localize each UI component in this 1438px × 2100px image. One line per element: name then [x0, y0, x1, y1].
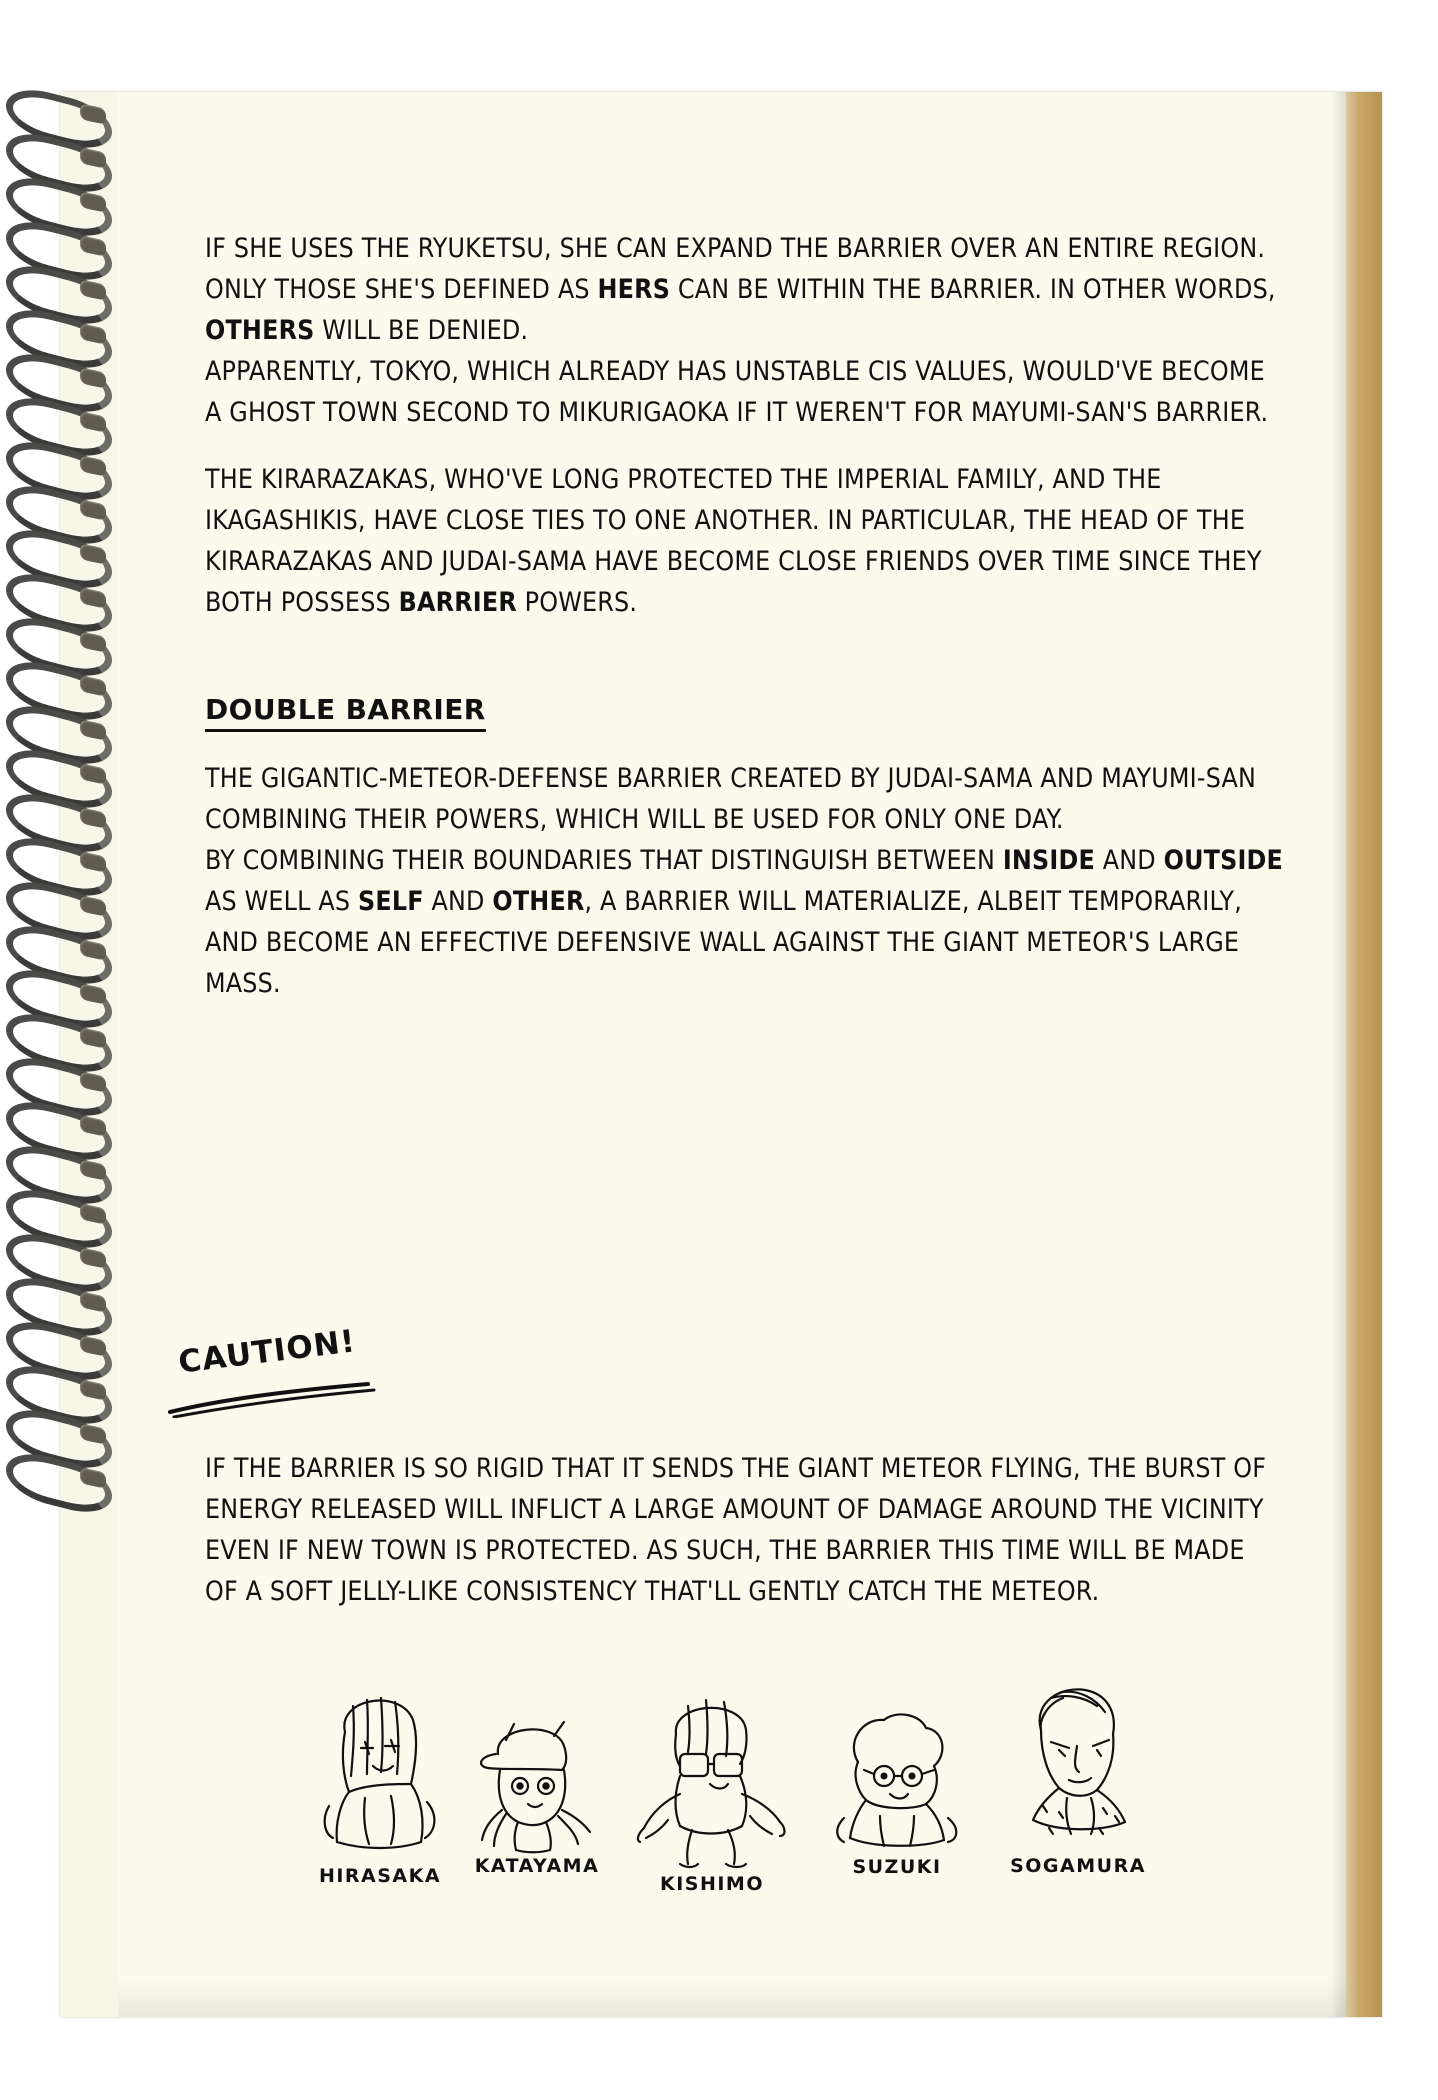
- emphasis-text: OTHERS: [205, 315, 315, 346]
- spiral-coil: [6, 183, 122, 223]
- spiral-coil: [6, 1459, 122, 1499]
- spiral-coil: [6, 535, 122, 575]
- doodle-suzuki: [812, 1706, 982, 1878]
- spiral-coil: [6, 755, 122, 795]
- page-edge-shadow: [1330, 92, 1346, 2017]
- paragraph-4: [205, 758, 1285, 840]
- kishimo-sketch-icon: [632, 1688, 792, 1873]
- spiral-coil: [6, 1019, 122, 1059]
- notebook-back-cover: [1346, 92, 1382, 2017]
- spiral-coil: [6, 1063, 122, 1103]
- spiral-coil: [6, 95, 122, 135]
- emphasis-text: HERS: [597, 274, 671, 305]
- paragraph-5: [205, 840, 1285, 1004]
- katayama-sketch-icon: [462, 1710, 612, 1855]
- caution-text-block: [205, 1448, 1285, 1612]
- spiral-binding: [0, 95, 135, 1515]
- spiral-coil: [6, 227, 122, 267]
- spiral-coil: [6, 271, 122, 311]
- spiral-coil: [6, 711, 122, 751]
- sogamura-sketch-icon: [1003, 1680, 1153, 1855]
- body-text: THE GIGANTIC-METEOR-DEFENSE BARRIER CREATED BY JUDAI-SAMA AND MAYUMI-SAN COMBINING THEIR POWERS, WHICH WILL BE USED FOR ONLY ONE DAY.: [205, 763, 1257, 835]
- paragraph-6: [205, 1448, 1285, 1612]
- body-text: WILL BE DENIED.: [314, 315, 529, 346]
- spiral-coil: [6, 667, 122, 707]
- spiral-coil: [6, 491, 122, 531]
- spiral-coil: [6, 1415, 122, 1455]
- doodle-sogamura: [988, 1680, 1168, 1877]
- section-heading-wrap: [205, 693, 1285, 732]
- body-text: POWERS.: [516, 587, 638, 618]
- caution-label: CAUTION!: [176, 1323, 358, 1381]
- character-doodles: [300, 1680, 1300, 1940]
- emphasis-text: SELF: [357, 886, 424, 917]
- spiral-coil: [6, 359, 122, 399]
- body-text: AS WELL AS: [205, 886, 358, 917]
- body-text: APPARENTLY, TOKYO, WHICH ALREADY HAS UNSTABLE CIS VALUES, WOULD'VE BECOME A GHOST TOWN SECOND TO MIKURIGAOKA IF IT WEREN'T FOR MAYUMI-SAN'S BARRIER.: [205, 356, 1269, 428]
- emphasis-text: BARRIER: [398, 587, 517, 618]
- spiral-coil: [6, 579, 122, 619]
- spiral-coil: [6, 1195, 122, 1235]
- paragraph-2: [205, 351, 1285, 433]
- paragraph-3: [205, 459, 1285, 623]
- doodle-hirasaka: [300, 1680, 460, 1887]
- doodle-name: SOGAMURA: [1010, 1855, 1146, 1877]
- body-text: IF THE BARRIER IS SO RIGID THAT IT SENDS THE GIANT METEOR FLYING, THE BURST OF ENERGY RELEASED WILL INFLICT A LARGE AMOUNT OF DAMAGE AROUND THE VICINITY EVEN IF NEW TOWN IS PROTECTED. AS SUCH, THE BARRIER THIS TIME WILL BE MADE OF A SOFT JELLY-LIKE CONSISTENCY THAT'LL GENTLY CATCH THE METEOR.: [205, 1453, 1267, 1607]
- body-text: BY COMBINING THEIR BOUNDARIES THAT DISTINGUISH BETWEEN: [205, 845, 1003, 876]
- spiral-coil: [6, 447, 122, 487]
- spiral-coil: [6, 887, 122, 927]
- doodle-name: SUZUKI: [852, 1856, 942, 1878]
- spiral-coil: [6, 403, 122, 443]
- spiral-coil: [6, 623, 122, 663]
- hirasaka-sketch-icon: [315, 1680, 445, 1865]
- spiral-coil: [6, 1107, 122, 1147]
- spiral-coil: [6, 1327, 122, 1367]
- doodle-name: KATAYAMA: [474, 1855, 600, 1877]
- body-text: AND: [423, 886, 493, 917]
- body-text: , A BARRIER WILL MATERIALIZE, ALBEIT TEMPORARILY, AND BECOME AN EFFECTIVE DEFENSIVE WALL AGAINST THE GIANT METEOR'S LARGE MASS.: [205, 886, 1242, 999]
- doodle-katayama: [452, 1710, 622, 1877]
- emphasis-text: OUTSIDE: [1163, 845, 1284, 876]
- page-text-content: [205, 228, 1285, 1004]
- spiral-coil: [6, 1151, 122, 1191]
- spiral-coil: [6, 1239, 122, 1279]
- spiral-coil: [6, 975, 122, 1015]
- suzuki-sketch-icon: [822, 1706, 972, 1856]
- section-heading-double-barrier: DOUBLE BARRIER: [205, 693, 486, 732]
- doodle-name: HIRASAKA: [318, 1865, 442, 1887]
- emphasis-text: INSIDE: [1002, 845, 1095, 876]
- emphasis-text: OTHER: [492, 886, 585, 917]
- spiral-coil: [6, 139, 122, 179]
- body-text: IF SHE USES THE RYUKETSU, SHE CAN EXPAND THE BARRIER OVER AN ENTIRE REGION. ONLY THOSE SHE'S DEFINED AS: [205, 233, 1266, 305]
- caution-underline-icon: [168, 1378, 408, 1418]
- spiral-coil: [6, 1283, 122, 1323]
- body-text: AND: [1094, 845, 1164, 876]
- caution-mark: [168, 1323, 428, 1422]
- body-text: CAN BE WITHIN THE BARRIER. IN OTHER WORDS,: [670, 274, 1276, 305]
- spiral-coil: [6, 799, 122, 839]
- spiral-coil: [6, 315, 122, 355]
- spiral-coil: [6, 1371, 122, 1411]
- doodle-kishimo: [622, 1688, 802, 1895]
- paragraph-1: [205, 228, 1285, 351]
- spiral-coil: [6, 931, 122, 971]
- body-text: THE KIRARAZAKAS, WHO'VE LONG PROTECTED THE IMPERIAL FAMILY, AND THE IKAGASHIKIS, HAVE CLOSE TIES TO ONE ANOTHER. IN PARTICULAR, THE HEAD OF THE KIRARAZAKAS AND JUDAI-SAMA HAVE BECOME CLOSE FRIENDS OVER TIME SINCE THEY BOTH POSSESS: [205, 464, 1262, 618]
- spiral-coil: [6, 843, 122, 883]
- doodle-name: KISHIMO: [659, 1873, 764, 1895]
- paper-bottom-shadow: [118, 1979, 1346, 2017]
